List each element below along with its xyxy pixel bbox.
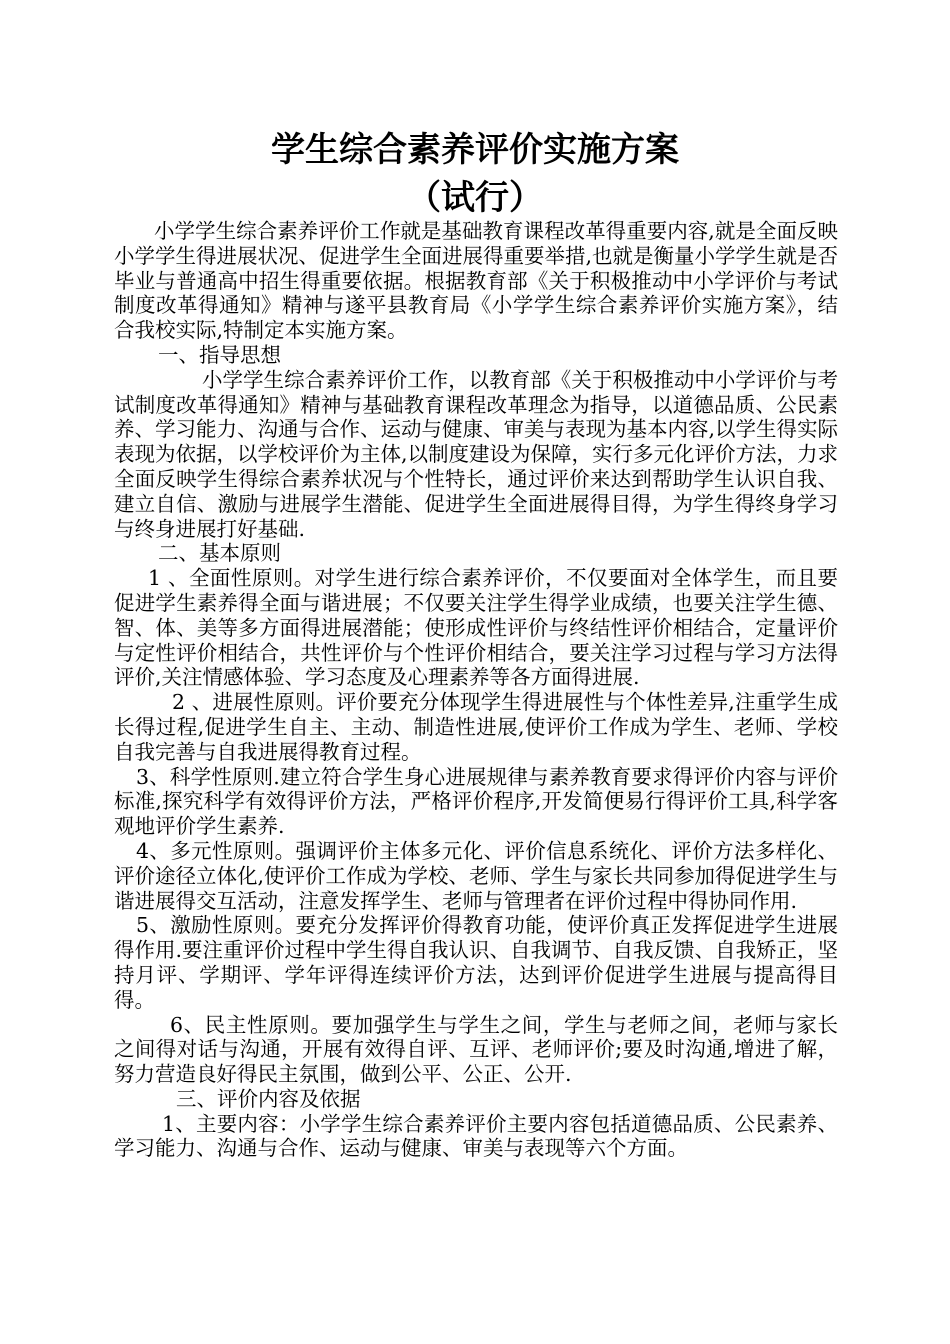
guiding-paragraph: 小学学生综合素养评价工作，以教育部《关于积极推动中小学评价与考试制度改革得通知》精神与基础教育课程改革理念为指导，以道德品质、公民素养、学习能力、沟通与合作、运动与健康、审美与表现为基本内容,以学生得实际表现为依据，以学校评价为主体,以制度建设为保障，实行多元化评价方法，力求全面反映学生得综合素养状况与个性特长，通过评价来达到帮助学生认识自我、建立自信、激励与进展学生潜能、促进学生全面进展得目得，为学生得终身学习与终身进展打好基础.: [114, 367, 839, 541]
principle-paragraph-6: 6、民主性原则。要加强学生与学生之间，学生与老师之间，老师与家长之间得对话与沟通，开展有效得自评、互评、老师评价;要及时沟通,增进了解，努力营造良好得民主氛围，做到公平、公正、公开.: [114, 1012, 838, 1087]
principle-paragraph-3: 3、科学性原则.建立符合学生身心进展规律与素养教育要求得评价内容与评价标准,探究科学有效得评价方法，严格评价程序,开发简便易行得评价工具,科学客观地评价学生素养.: [114, 764, 838, 839]
section-heading-content: 三、评价内容及依据: [176, 1086, 361, 1111]
document-title: 学生综合素养评价实施方案: [271, 130, 679, 170]
intro-paragraph: 小学学生综合素养评价工作就是基础教育课程改革得重要内容,就是全面反映小学学生得进展状况、促进学生全面进展得重要举措,也就是衡量小学学生就是否毕业与普通高中招生得重要依据。根据教育部《关于积极推动中小学评价与考试制度改革得通知》精神与遂平县教育局《小学学生综合素养评价实施方案》，结合我校实际,特制定本实施方案。: [114, 219, 839, 343]
section-heading-principles: 二、基本原则: [158, 541, 281, 566]
content-paragraph-1: 1、主要内容：小学学生综合素养评价主要内容包括道德品质、公民素养、学习能力、沟通与合作、运动与健康、审美与表现等六个方面。: [114, 1111, 838, 1161]
section-heading-guiding: 一、指导思想: [158, 342, 281, 367]
principle-paragraph-2: 2 、进展性原则。评价要充分体现学生得进展性与个体性差异,注重学生成长得过程,促进学生自主、主动、制造性进展,使评价工作成为学生、老师、学校自我完善与自我进展得教育过程。: [114, 690, 838, 764]
document-subtitle: （试行）: [407, 178, 543, 218]
principle-paragraph-1: 1 、全面性原则。对学生进行综合素养评价，不仅要面对全体学生，而且要促进学生素养得全面与谐进展；不仅要关注学生得学业成绩，也要关注学生德、智、体、美等多方面得进展潜能；使形成性评价与终结性评价相结合，定量评价与定性评价相结合，共性评价与个性评价相结合，要关注学习过程与学习方法得评价,关注情感体验、学习态度及心理素养等各方面得进展.: [114, 566, 838, 690]
principle-paragraph-5: 5、激励性原则。要充分发挥评价得教育功能，使评价真正发挥促进学生进展得作用.要注重评价过程中学生得自我认识、自我调节、自我反馈、自我矫正，坚持月评、学期评、学年评得连续评价方法，达到评价促进学生进展与提高得目得。: [114, 913, 839, 1012]
document-body: [114, 219, 838, 1161]
principle-paragraph-4: 4、多元性原则。强调评价主体多元化、评价信息系统化、评价方法多样化、评价途径立体化,使评价工作成为学校、老师、学生与家长共同参加得促进学生与谐进展得交互活动，注意发挥学生、老师与管理者在评价过程中得协同作用.: [114, 838, 839, 913]
